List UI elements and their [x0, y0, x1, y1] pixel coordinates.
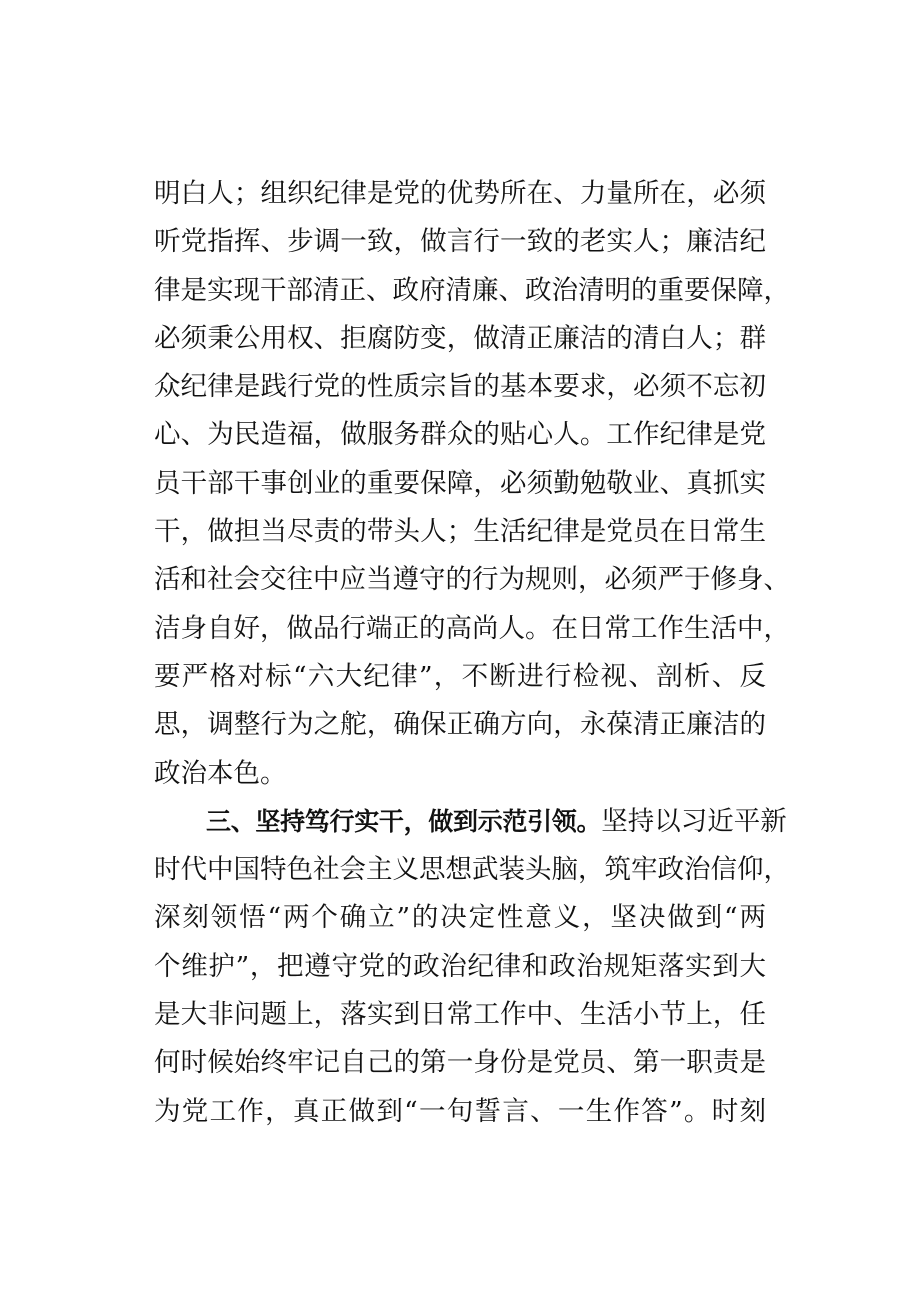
- text-line: 明白人；组织纪律是党的优势所在、力量所在，必须: [154, 178, 766, 209]
- text-line: 洁身自好，做品行端正的高尚人。在日常工作生活中，: [154, 612, 790, 644]
- body-text: [154, 170, 790, 1136]
- text-line: 员干部干事创业的重要保障，必须勤勉敬业、真抓实: [154, 467, 766, 499]
- text-line: 要严格对标“六大纪律”，不断进行检视、剖析、反: [154, 660, 766, 692]
- text-line: 深刻领悟“两个确立”的决定性意义，坚决做到“两: [154, 902, 766, 934]
- section-heading: 三、坚持笃行实干，做到示范引领。: [206, 806, 602, 836]
- text-line: 何时候始终牢记自己的第一身份是党员、第一职责是: [154, 1047, 766, 1079]
- text-line: 为党工作，真正做到“一句誓言、一生作答”。时刻: [154, 1095, 766, 1127]
- text-line: 个维护”，把遵守党的政治纪律和政治规矩落实到大: [154, 950, 766, 982]
- text-line: [154, 798, 787, 846]
- text-line: 心、为民造福，做服务群众的贴心人。工作纪律是党: [154, 419, 766, 451]
- text-line: 思，调整行为之舵，确保正确方向，永葆清正廉洁的: [154, 709, 766, 741]
- text-line: 干，做担当尽责的带头人；生活纪律是党员在日常生: [154, 516, 766, 548]
- text-line: 众纪律是践行党的性质宗旨的基本要求，必须不忘初: [154, 371, 766, 403]
- text-line: 必须秉公用权、拒腐防变，做清正廉洁的清白人；群: [154, 322, 766, 354]
- text-span: 坚持以习近平新: [601, 805, 787, 837]
- text-line: 政治本色。: [154, 757, 287, 789]
- text-line: 律是实现干部清正、政府清廉、政治清明的重要保障，: [154, 274, 790, 306]
- paragraph-2: [154, 798, 790, 1136]
- text-line: 是大非问题上，落实到日常工作中、生活小节上，任: [154, 999, 766, 1031]
- text-line: 活和社会交往中应当遵守的行为规则，必须严于修身、: [154, 564, 790, 596]
- text-line: 时代中国特色社会主义思想武装头脑，筑牢政治信仰，: [154, 854, 790, 886]
- text-line: 听党指挥、步调一致，做言行一致的老实人；廉洁纪: [154, 226, 766, 258]
- paragraph-1: [154, 170, 790, 798]
